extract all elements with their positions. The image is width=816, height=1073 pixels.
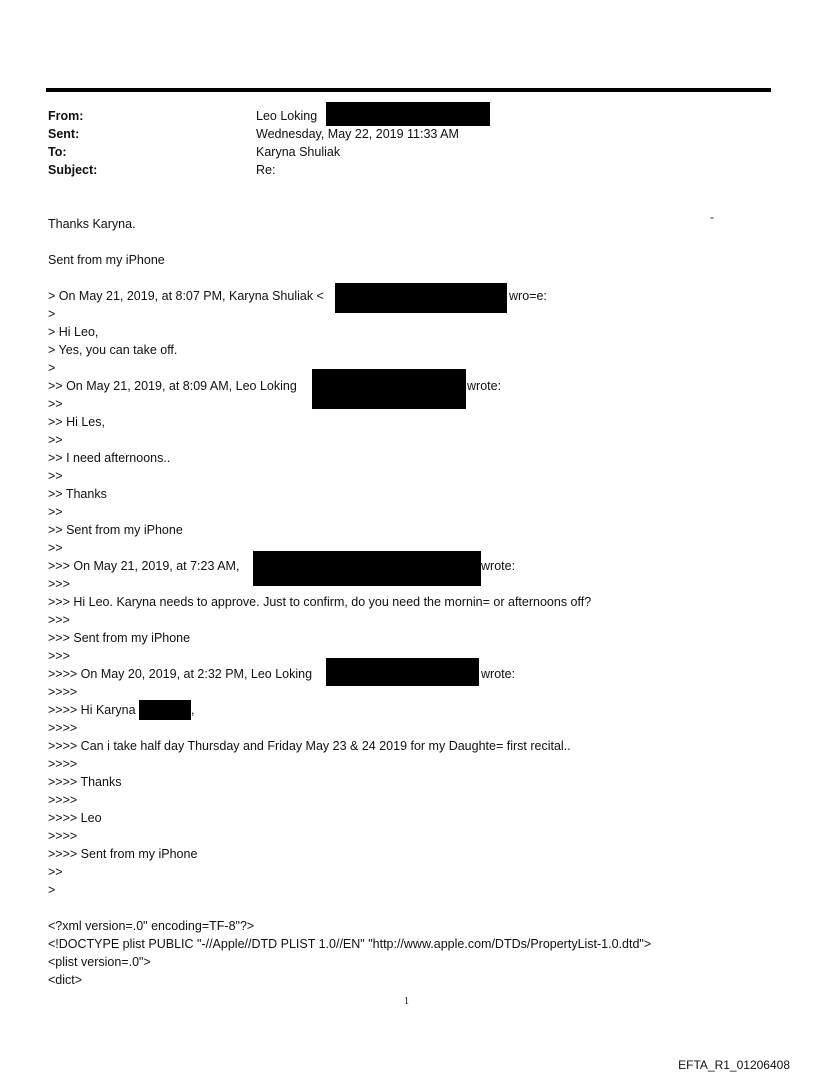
body-line: > Hi Leo, [48, 325, 99, 339]
body-line: > [48, 307, 56, 321]
quote-header-tail: wro=e: [509, 289, 547, 303]
quote-header-line: > On May 21, 2019, at 8:07 PM, Karyna Shuliak < [48, 289, 324, 303]
body-line: >> Sent from my iPhone [48, 523, 183, 537]
xml-line: <!DOCTYPE plist PUBLIC "-//Apple//DTD PLIST 1.0//EN" "http://www.apple.com/DTDs/PropertyList-1.0.dtd"> [48, 937, 652, 951]
sent-value: Wednesday, May 22, 2019 11:33 AM [256, 127, 459, 141]
redaction-box [312, 369, 466, 409]
page-number: 1 [404, 996, 409, 1007]
header-rule [46, 88, 771, 92]
body-line: >>>> Sent from my iPhone [48, 847, 198, 861]
document-id: EFTA_R1_01206408 [678, 1058, 790, 1072]
body-line: > Yes, you can take off. [48, 343, 178, 357]
from-label: From: [48, 109, 84, 123]
quote-header-tail: wrote: [481, 559, 516, 573]
body-line: >>>> [48, 829, 78, 843]
body-line: >>>> Thanks [48, 775, 122, 789]
body-line: >>> [48, 577, 70, 591]
quote-header-tail: wrote: [481, 667, 516, 681]
body-line: >>>> Can i take half day Thursday and Friday May 23 & 24 2019 for my Daughte= first recital.. [48, 739, 571, 753]
quote-header-line: >> On May 21, 2019, at 8:09 AM, Leo Loking [48, 379, 297, 393]
xml-line: <?xml version=.0" encoding=TF-8"?> [48, 919, 255, 933]
body-line: >>> Hi Leo. Karyna needs to approve. Just to confirm, do you need the mornin= or afternoons off? [48, 595, 592, 609]
body-line: Thanks Karyna. [48, 217, 136, 231]
body-line: >> [48, 433, 63, 447]
stray-mark: - [710, 210, 714, 224]
body-line: >>> [48, 613, 70, 627]
body-line: >> [48, 397, 63, 411]
subject-value: Re: [256, 163, 276, 177]
body-line: > [48, 883, 56, 897]
redaction-box [335, 283, 507, 313]
xml-line: <dict> [48, 973, 83, 987]
body-line: >>>> [48, 757, 78, 771]
body-line: >> Hi Les, [48, 415, 105, 429]
redaction-box [326, 102, 490, 126]
body-line-tail: , [191, 703, 195, 717]
body-line: >> Thanks [48, 487, 107, 501]
body-line: >>>> [48, 793, 78, 807]
sent-label: Sent: [48, 127, 80, 141]
redaction-box [253, 551, 481, 586]
body-line: >>>> Hi Karyna [48, 703, 136, 717]
body-line: Sent from my iPhone [48, 253, 165, 267]
quote-header-line: >>>> On May 20, 2019, at 2:32 PM, Leo Loking [48, 667, 313, 681]
quote-header-tail: wrote: [467, 379, 502, 393]
body-line: >>>> [48, 721, 78, 735]
body-line: >> [48, 541, 63, 555]
body-line: >> [48, 469, 63, 483]
body-line: >>>> Leo [48, 811, 102, 825]
to-label: To: [48, 145, 67, 159]
quote-header-line: >>> On May 21, 2019, at 7:23 AM, [48, 559, 240, 573]
redaction-box [139, 700, 191, 720]
to-value: Karyna Shuliak [256, 145, 341, 159]
body-line: >>> [48, 649, 70, 663]
body-line: >>>> [48, 685, 78, 699]
body-line: >> I need afternoons.. [48, 451, 171, 465]
redaction-box [326, 658, 479, 686]
body-line: >> [48, 505, 63, 519]
from-value: Leo Loking [256, 109, 318, 123]
subject-label: Subject: [48, 163, 98, 177]
body-line: >> [48, 865, 63, 879]
body-line: >>> Sent from my iPhone [48, 631, 191, 645]
xml-line: <plist version=.0"> [48, 955, 151, 969]
body-line: > [48, 361, 56, 375]
